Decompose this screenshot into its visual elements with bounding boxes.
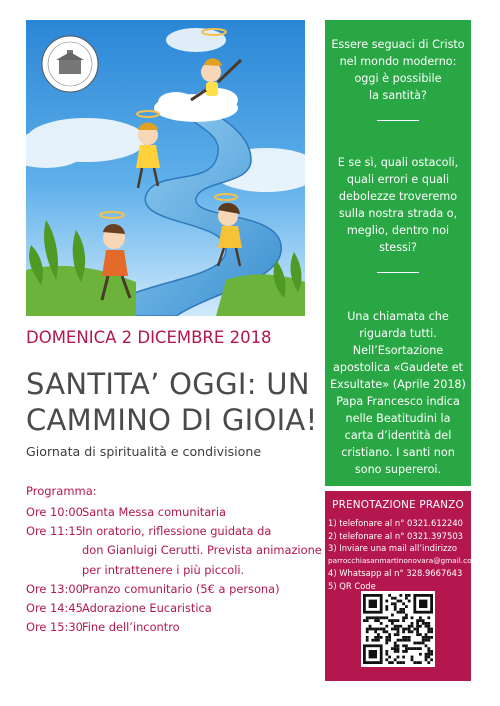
reflection-line: Una chiamata che xyxy=(347,310,449,323)
qr-module xyxy=(380,622,383,625)
divider xyxy=(377,120,419,121)
qr-module xyxy=(397,630,400,633)
qr-module xyxy=(402,630,405,633)
qr-module xyxy=(411,630,414,633)
qr-module xyxy=(385,605,388,608)
program-text: In oratorio, riflessione guidata da xyxy=(82,524,272,539)
qr-module xyxy=(394,597,397,600)
program-row xyxy=(26,503,326,522)
qr-module xyxy=(391,647,394,650)
event-subtitle: Giornata di spiritualità e condivisione xyxy=(26,444,262,459)
qr-module xyxy=(430,636,433,639)
qr-module xyxy=(405,594,408,597)
program-text: Adorazione Eucaristica xyxy=(82,601,212,616)
qr-module xyxy=(394,608,397,611)
qr-module xyxy=(427,639,430,642)
qr-module xyxy=(385,658,388,661)
qr-module xyxy=(430,628,433,631)
reflection-line: Papa Francesco indica xyxy=(336,395,460,408)
qr-module xyxy=(366,628,369,631)
qr-module xyxy=(391,661,394,664)
reflection-line: sono supereroi. xyxy=(354,463,442,476)
qr-module xyxy=(408,600,411,603)
qr-module xyxy=(366,619,369,622)
qr-module xyxy=(425,639,428,642)
qr-module xyxy=(416,647,419,650)
qr-module xyxy=(385,642,388,645)
program-time: Ore 14:45 xyxy=(26,601,83,616)
qr-module xyxy=(391,628,394,631)
qr-module xyxy=(419,653,422,656)
qr-module xyxy=(419,625,422,628)
qr-module xyxy=(419,633,422,636)
qr-finder xyxy=(369,650,377,658)
qr-module xyxy=(377,636,380,639)
qr-module xyxy=(425,625,428,628)
qr-module xyxy=(394,625,397,628)
program-time: Ore 10:00 xyxy=(26,505,83,519)
qr-module xyxy=(366,636,369,639)
program-time: Ore 11:15 xyxy=(26,524,83,539)
qr-module xyxy=(422,622,425,625)
qr-module xyxy=(402,608,405,611)
program-text: Santa Messa comunitaria xyxy=(82,505,227,519)
qr-module xyxy=(402,661,405,664)
booking-whatsapp: 4) Whatsapp al n° 328.9667643 xyxy=(328,568,463,579)
qr-module xyxy=(399,639,402,642)
qr-module xyxy=(422,636,425,639)
qr-module xyxy=(385,639,388,642)
reflection-panel xyxy=(325,20,471,486)
qr-module xyxy=(397,650,400,653)
qr-module xyxy=(427,625,430,628)
qr-module xyxy=(374,619,377,622)
qr-module xyxy=(416,661,419,664)
program-label: Programma: xyxy=(26,484,97,498)
qr-module xyxy=(405,614,408,617)
reflection-block-1 xyxy=(325,36,471,104)
qr-module xyxy=(427,630,430,633)
qr-module xyxy=(427,628,430,631)
qr-module xyxy=(385,636,388,639)
qr-module xyxy=(394,658,397,661)
booking-qr-label: 5) QR Code xyxy=(328,580,376,591)
qr-module xyxy=(408,628,411,631)
qr-module xyxy=(425,633,428,636)
qr-module xyxy=(416,630,419,633)
booking-list xyxy=(325,517,479,593)
qr-module xyxy=(397,644,400,647)
program-row xyxy=(26,522,326,541)
qr-module xyxy=(425,636,428,639)
qr-module xyxy=(402,656,405,659)
qr-module xyxy=(371,616,374,619)
reflection-line: Exsultate» (Aprile 2018) xyxy=(330,378,466,391)
qr-module xyxy=(363,619,366,622)
reflection-line: carta d’identità del xyxy=(344,429,452,442)
illustration xyxy=(26,20,305,316)
reflection-line: la santità? xyxy=(369,89,427,102)
qr-module xyxy=(383,628,386,631)
qr-module xyxy=(394,647,397,650)
qr-module xyxy=(402,611,405,614)
qr-code-icon xyxy=(361,591,435,667)
qr-module xyxy=(416,642,419,645)
reflection-line: stessi? xyxy=(379,241,417,254)
qr-module xyxy=(413,628,416,631)
qr-module xyxy=(394,642,397,645)
reflection-line: sulla nostra strada o, xyxy=(338,207,458,220)
qr-module xyxy=(416,628,419,631)
qr-module xyxy=(402,628,405,631)
program-row xyxy=(26,618,326,637)
qr-module xyxy=(388,636,391,639)
reflection-line: nel mondo moderno: xyxy=(339,55,457,68)
qr-module xyxy=(385,650,388,653)
qr-module xyxy=(419,661,422,664)
qr-module xyxy=(369,628,372,631)
parish-logo xyxy=(42,36,98,92)
qr-module xyxy=(425,644,428,647)
qr-module xyxy=(425,658,428,661)
qr-module xyxy=(391,602,394,605)
qr-module xyxy=(402,602,405,605)
reflection-line: nelle Beatitudini la xyxy=(345,412,451,425)
qr-module xyxy=(374,616,377,619)
qr-module xyxy=(394,602,397,605)
booking-title: PRENOTAZIONE PRANZO xyxy=(332,499,464,511)
qr-module xyxy=(427,653,430,656)
qr-module xyxy=(411,658,414,661)
event-title-line-1: SANTITA’ OGGI: UN xyxy=(26,367,310,401)
qr-module xyxy=(388,619,391,622)
program-row-continued xyxy=(26,541,326,560)
qr-module xyxy=(411,616,414,619)
qr-module xyxy=(405,644,408,647)
booking-email-link[interactable]: parrocchiasanmartinonovara@gmail.com xyxy=(328,555,479,565)
qr-module xyxy=(383,630,386,633)
qr-module xyxy=(388,633,391,636)
qr-module xyxy=(408,625,411,628)
qr-module xyxy=(427,650,430,653)
qr-module xyxy=(405,647,408,650)
qr-module xyxy=(402,639,405,642)
qr-module xyxy=(402,616,405,619)
reflection-line: quali errori e quali xyxy=(346,173,450,186)
qr-module xyxy=(388,594,391,597)
qr-module xyxy=(394,628,397,631)
qr-module xyxy=(399,611,402,614)
qr-module xyxy=(366,616,369,619)
qr-module xyxy=(419,616,422,619)
qr-module xyxy=(427,636,430,639)
qr-module xyxy=(405,650,408,653)
qr-module xyxy=(385,653,388,656)
qr-module xyxy=(394,644,397,647)
qr-module xyxy=(371,639,374,642)
qr-module xyxy=(425,656,428,659)
program-time: Ore 15:30 xyxy=(26,620,83,635)
qr-module xyxy=(405,639,408,642)
qr-module xyxy=(397,661,400,664)
qr-module xyxy=(402,619,405,622)
qr-module xyxy=(427,661,430,664)
qr-module xyxy=(399,600,402,603)
qr-module xyxy=(377,616,380,619)
qr-module xyxy=(402,644,405,647)
qr-module xyxy=(408,594,411,597)
program-text: Fine dell’incontro xyxy=(82,620,180,635)
qr-module xyxy=(399,594,402,597)
qr-module xyxy=(388,639,391,642)
qr-module xyxy=(430,650,433,653)
qr-module xyxy=(399,608,402,611)
qr-module xyxy=(425,653,428,656)
program-row xyxy=(26,599,326,618)
qr-module xyxy=(419,647,422,650)
divider xyxy=(377,272,419,273)
program-text: Pranzo comunitario (5€ a persona) xyxy=(82,581,280,596)
qr-module xyxy=(397,628,400,631)
qr-module xyxy=(388,656,391,659)
qr-module xyxy=(366,639,369,642)
qr-module xyxy=(397,656,400,659)
program-row xyxy=(26,580,326,599)
qr-module xyxy=(408,630,411,633)
qr-module xyxy=(394,633,397,636)
qr-module xyxy=(385,600,388,603)
qr-module xyxy=(405,628,408,631)
qr-module xyxy=(411,647,414,650)
event-title xyxy=(26,366,326,438)
reflection-block-2 xyxy=(325,154,471,256)
qr-module xyxy=(405,616,408,619)
qr-module xyxy=(408,639,411,642)
reflection-block-3 xyxy=(325,308,471,478)
qr-module xyxy=(394,605,397,608)
qr-module xyxy=(430,630,433,633)
program-text: don Gianluigi Cerutti. Prevista animazione xyxy=(82,543,322,558)
qr-module xyxy=(397,619,400,622)
qr-module xyxy=(408,636,411,639)
reflection-line: Essere seguaci di Cristo xyxy=(331,38,465,51)
qr-module xyxy=(425,622,428,625)
qr-module xyxy=(397,633,400,636)
qr-module xyxy=(391,622,394,625)
qr-module xyxy=(411,656,414,659)
qr-module xyxy=(377,639,380,642)
qr-module xyxy=(391,597,394,600)
qr-module xyxy=(377,633,380,636)
qr-module xyxy=(427,616,430,619)
booking-phone-1: 1) telefonare al n° 0321.612240 xyxy=(328,518,463,528)
reflection-line: meglio, dentro noi xyxy=(346,224,450,237)
qr-module xyxy=(416,622,419,625)
qr-module xyxy=(385,630,388,633)
qr-module xyxy=(391,619,394,622)
qr-module xyxy=(374,639,377,642)
program-time: Ore 13:00 xyxy=(26,581,83,596)
qr-module xyxy=(405,636,408,639)
reflection-line: Nell’Esortazione xyxy=(352,344,444,357)
qr-module xyxy=(385,625,388,628)
qr-module xyxy=(369,616,372,619)
reflection-line: oggi è possibile xyxy=(354,72,442,85)
qr-module xyxy=(402,650,405,653)
qr-module xyxy=(391,614,394,617)
event-date: DOMENICA 2 DICEMBRE 2018 xyxy=(26,328,272,347)
qr-module xyxy=(394,650,397,653)
qr-module xyxy=(397,600,400,603)
qr-module xyxy=(380,616,383,619)
qr-module xyxy=(399,661,402,664)
saints-path-illustration xyxy=(26,20,305,316)
reflection-line: E se sì, quali ostacoli, xyxy=(337,156,459,169)
reflection-line: debolezze troveremo xyxy=(338,190,458,203)
qr-module xyxy=(374,636,377,639)
qr-module xyxy=(413,661,416,664)
reflection-line: riguarda tutti. xyxy=(359,327,437,340)
qr-module xyxy=(416,625,419,628)
qr-module xyxy=(394,619,397,622)
qr-module xyxy=(411,625,414,628)
qr-module xyxy=(427,622,430,625)
event-title-line-2: CAMMINO DI GIOIA! xyxy=(26,403,318,437)
qr-module xyxy=(377,628,380,631)
reflection-line: apostolica «Gaudete et xyxy=(333,361,463,374)
qr-module xyxy=(422,619,425,622)
qr-module xyxy=(366,630,369,633)
qr-module xyxy=(380,628,383,631)
qr-module xyxy=(419,619,422,622)
qr-code[interactable] xyxy=(361,591,435,667)
qr-module xyxy=(385,608,388,611)
qr-module xyxy=(422,642,425,645)
program-list xyxy=(26,503,326,637)
qr-module xyxy=(430,658,433,661)
qr-finder xyxy=(419,600,427,608)
qr-module xyxy=(399,625,402,628)
qr-module xyxy=(369,625,372,628)
qr-module xyxy=(422,639,425,642)
qr-module xyxy=(397,611,400,614)
qr-module xyxy=(380,636,383,639)
qr-module xyxy=(385,616,388,619)
qr-module xyxy=(411,622,414,625)
qr-module xyxy=(405,605,408,608)
qr-module xyxy=(397,647,400,650)
grass-right xyxy=(216,274,305,316)
qr-module xyxy=(416,619,419,622)
qr-module xyxy=(397,639,400,642)
qr-module xyxy=(427,656,430,659)
reflection-line: cristiano. I santi non xyxy=(341,446,455,459)
qr-module xyxy=(388,661,391,664)
qr-module xyxy=(408,647,411,650)
qr-module xyxy=(413,642,416,645)
qr-module xyxy=(402,636,405,639)
qr-module xyxy=(371,628,374,631)
qr-module xyxy=(413,647,416,650)
qr-module xyxy=(405,597,408,600)
qr-module xyxy=(427,647,430,650)
qr-module xyxy=(383,616,386,619)
booking-mail-label: 3) Inviare una mail all’indirizzo xyxy=(328,543,457,554)
qr-finder xyxy=(369,600,377,608)
qr-module xyxy=(377,619,380,622)
qr-module xyxy=(374,628,377,631)
qr-module xyxy=(419,642,422,645)
booking-phone-2: 2) telefonare al n° 0321.397503 xyxy=(328,530,463,541)
qr-module xyxy=(397,625,400,628)
program-text: per intrattenere i più piccoli. xyxy=(82,562,245,577)
qr-module xyxy=(374,630,377,633)
qr-module xyxy=(416,633,419,636)
program-row-continued xyxy=(26,561,326,580)
qr-module xyxy=(430,653,433,656)
